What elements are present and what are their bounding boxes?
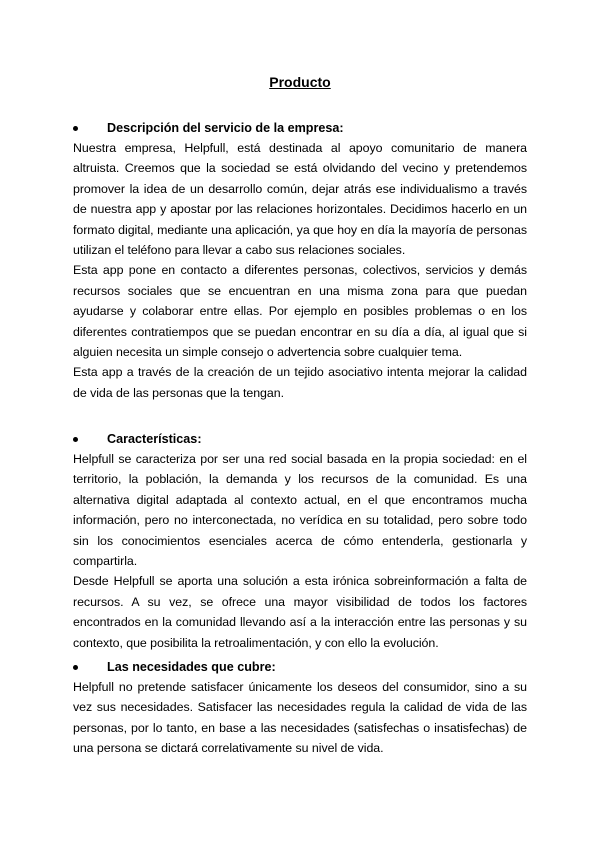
section-caracteristicas bbox=[73, 429, 527, 653]
section-heading-text: Descripción del servicio de la empresa: bbox=[107, 121, 344, 135]
section-heading bbox=[73, 118, 527, 138]
section-descripcion bbox=[73, 118, 527, 403]
paragraph: Helpfull se caracteriza por ser una red social basada en la propia sociedad: en el territorio, la población, la demanda y los recursos de la comunidad. Es una alternativa digital adaptada al contexto actual, en el que encontramos mucha información, pero no interconectada, no verídica en su totalidad, pero sobre todo sin los conocimientos esenciales acerca de cómo entenderla, gestionarla y compartirla. bbox=[73, 452, 527, 569]
paragraph: Nuestra empresa, Helpfull, está destinada al apoyo comunitario de manera altruista. Creemos que la sociedad se está olvidando del vecino y pretendemos promover la idea de un desarrollo común, dejar atrás ese individualismo a través de nuestra app y apostar por las relaciones horizontales. Decidimos hacerlo en un formato digital, mediante una aplicación, ya que hoy en día la mayoría de personas utilizan el teléfono para llevar a cabo sus relaciones sociales. bbox=[73, 141, 527, 258]
section-heading bbox=[73, 429, 527, 449]
section-heading bbox=[73, 657, 527, 677]
bullet-icon bbox=[73, 437, 78, 442]
paragraph: Esta app pone en contacto a diferentes personas, colectivos, servicios y demás recursos sociales que se encuentran en una misma zona para que puedan ayudarse y colaborar entre ellas. Por ejemplo en posibles problemas o en los diferentes contratiempos que se puedan encontrar en su día a día, al igual que si alguien necesita un simple consejo o advertencia sobre cualquier tema. bbox=[73, 263, 527, 360]
paragraph: Desde Helpfull se aporta una solución a esta irónica sobreinformación a falta de recursos. A su vez, se ofrece una mayor visibilidad de todos los factores encontrados en la comunidad llevando así a la interacción entre las personas y su contexto, que posibilita la retroalimentación, y con ello la evolución. bbox=[73, 574, 527, 650]
bullet-icon bbox=[73, 126, 78, 131]
bullet-icon bbox=[73, 665, 78, 670]
paragraph: Esta app a través de la creación de un tejido asociativo intenta mejorar la calidad de vida de las personas que la tengan. bbox=[73, 365, 527, 400]
page-title: Producto bbox=[269, 74, 331, 90]
section-heading-text: Características: bbox=[107, 432, 202, 446]
section-necesidades bbox=[73, 657, 527, 759]
paragraph: Helpfull no pretende satisfacer únicamente los deseos del consumidor, sino a su vez sus necesidades. Satisfacer las necesidades regula la calidad de vida de las personas, por lo tanto, en base a las necesidades (satisfechas o insatisfechas) de una persona se dictará correlativamente su nivel de vida. bbox=[73, 680, 527, 756]
section-heading-text: Las necesidades que cubre: bbox=[107, 660, 276, 674]
